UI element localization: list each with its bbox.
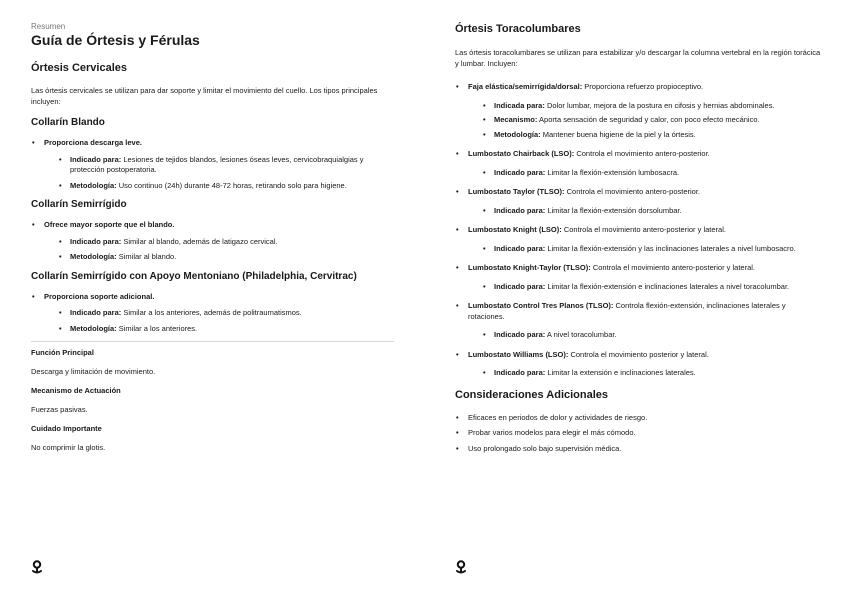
list-item: • Indicado para: Limitar la flexión-extensión dorsolumbar. bbox=[468, 206, 824, 217]
document-title: Guía de Órtesis y Férulas bbox=[31, 32, 200, 48]
list-item: • Metodología: Mantener buena higiene de la piel y la órtesis. bbox=[468, 130, 824, 141]
list-item: • Uso prolongado solo bajo supervisión médica. bbox=[455, 444, 824, 455]
toracolumbares-intro: Las órtesis toracolumbares se utilizan para estabilizar y/o descargar la columna vertebral en la región torácica y lumbar. Incluyen: bbox=[455, 48, 821, 68]
brand-logo-icon bbox=[455, 560, 467, 574]
section-heading-toracolumbares: Órtesis Toracolumbares bbox=[455, 23, 581, 35]
list-collarin-mentoniano bbox=[31, 292, 394, 335]
list-item: • Lumbostato Williams (LSO): Controla el movimiento posterior y lateral. • Indicado para: Limitar la extensión e inclinaciones laterales. bbox=[455, 350, 824, 379]
list-item: • Lumbostato Taylor (TLSO): Controla el movimiento antero-posterior. • Indicado para: Limitar la flexión-extensión dorsolumbar. bbox=[455, 187, 824, 216]
fact-value-funcion: Descarga y limitación de movimiento. bbox=[31, 367, 156, 376]
list-item: • Indicado para: A nivel toracolumbar. bbox=[468, 330, 824, 341]
list-item: • Indicado para: Limitar la flexión-extensión y las inclinaciones laterales a nivel lumbosacro. bbox=[468, 244, 824, 255]
fact-label-mecanismo: Mecanismo de Actuación bbox=[31, 386, 121, 395]
list-toracolumbares bbox=[455, 82, 824, 379]
list-item: • Lumbostato Control Tres Planos (TLSO): Controla flexión-extensión, inclinaciones laterales y rotaciones. • Indicado para: A nivel toracolumbar. bbox=[455, 301, 824, 341]
list-item: • Lumbostato Knight (LSO): Controla el movimiento antero-posterior y lateral. • Indicado para: Limitar la flexión-extensión y las inclinaciones laterales a nivel lumbosacro. bbox=[455, 225, 824, 254]
fact-label-cuidado: Cuidado Importante bbox=[31, 424, 102, 433]
list-item: • Metodología: Similar a los anteriores. bbox=[44, 324, 394, 335]
list-item: • Eficaces en periodos de dolor y actividades de riesgo. bbox=[455, 413, 824, 424]
brand-logo-icon bbox=[31, 560, 43, 574]
list-item: • Indicado para: Limitar la flexión-extensión e inclinaciones laterales a nivel toracolumbar. bbox=[468, 282, 824, 293]
list-item: • Faja elástica/semirrígida/dorsal: Proporciona refuerzo propioceptivo. • Indicada para: Dolor lumbar, mejora de la postura en cifosis y hernias abdominales. • Mecanismo: Aporta sensación de seguridad y calor, con poco efecto mecánico. • Metodología: Mantener buena higiene de la piel y la órtesis. bbox=[455, 82, 824, 140]
fact-value-cuidado: No comprimir la glotis. bbox=[31, 443, 106, 452]
right-page bbox=[424, 0, 848, 600]
list-item: • Metodología: Uso continuo (24h) durante 48-72 horas, retirando solo para higiene. bbox=[44, 181, 394, 192]
document-kicker: Resumen bbox=[31, 22, 66, 31]
fact-label-funcion: Función Principal bbox=[31, 348, 94, 357]
heading-collarin-blando: Collarín Blando bbox=[31, 117, 105, 128]
list-item: • Indicado para: Similar a los anteriores, además de politraumatismos. bbox=[44, 308, 394, 319]
section-heading-consideraciones: Consideraciones Adicionales bbox=[455, 388, 609, 401]
list-item: • Indicada para: Dolor lumbar, mejora de la postura en cifosis y hernias abdominales. bbox=[468, 101, 824, 112]
list-item: • Proporciona soporte adicional. • Indicado para: Similar a los anteriores, además de politraumatismos. • Metodología: Similar a los anteriores. bbox=[31, 292, 394, 335]
list-item: • Mecanismo: Aporta sensación de seguridad y calor, con poco efecto mecánico. bbox=[468, 115, 824, 126]
heading-collarin-semirigido: Collarín Semirrígido bbox=[31, 199, 127, 210]
list-item: • Indicado para: Limitar la flexión-extensión lumbosacra. bbox=[468, 168, 824, 179]
heading-collarin-mentoniano: Collarín Semirrígido con Apoyo Mentoniano (Philadelphia, Cervitrac) bbox=[31, 270, 357, 282]
list-item: • Indicado para: Lesiones de tejidos blandos, lesiones óseas leves, cervicobraquialgias y protección postoperatoria. bbox=[44, 155, 394, 176]
list-item: • Lumbostato Chairback (LSO): Controla el movimiento antero-posterior. • Indicado para: Limitar la flexión-extensión lumbosacra. bbox=[455, 149, 824, 178]
cervical-intro: Las órtesis cervicales se utilizan para dar soporte y limitar el movimiento del cuello. Los tipos principales incluyen: bbox=[31, 86, 378, 106]
list-item: • Indicado para: Similar al blando, además de latigazo cervical. bbox=[44, 237, 394, 248]
list-item: • Probar varios modelos para elegir el más cómodo. bbox=[455, 428, 824, 439]
list-item: • Proporciona descarga leve. • Indicado para: Lesiones de tejidos blandos, lesiones óseas leves, cervicobraquialgias y protección postoperatoria. • Metodología: Uso continuo (24h) durante 48-72 horas, retirando solo para higiene. bbox=[31, 138, 394, 191]
list-item: • Lumbostato Knight-Taylor (TLSO): Controla el movimiento antero-posterior y lateral. • Indicado para: Limitar la flexión-extensión e inclinaciones laterales a nivel toracolumbar. bbox=[455, 263, 824, 292]
divider bbox=[31, 341, 394, 342]
list-consideraciones bbox=[455, 413, 824, 455]
list-collarin-blando bbox=[31, 138, 394, 191]
list-item: • Metodología: Similar al blando. bbox=[44, 252, 394, 263]
list-collarin-semirigido bbox=[31, 220, 394, 263]
list-item: • Ofrece mayor soporte que el blando. • Indicado para: Similar al blando, además de latigazo cervical. • Metodología: Similar al blando. bbox=[31, 220, 394, 263]
list-item: • Indicado para: Limitar la extensión e inclinaciones laterales. bbox=[468, 368, 824, 379]
fact-value-mecanismo: Fuerzas pasivas. bbox=[31, 405, 88, 414]
section-heading-cervical: Órtesis Cervicales bbox=[31, 62, 128, 74]
